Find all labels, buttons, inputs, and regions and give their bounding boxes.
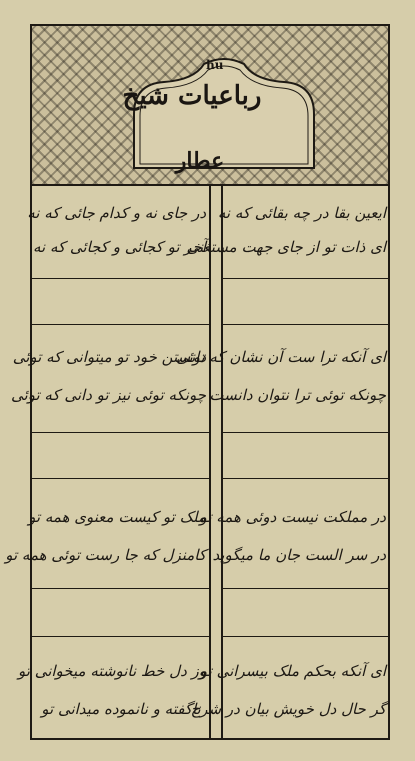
row-line [32,278,209,279]
column-divider-left [209,186,211,738]
verse-line: در مملکت نیست دوئی همه تو [199,508,386,526]
column-divider-right [221,186,223,738]
verse-line: ای آنکه بحکم ملک بیسرانی تو [199,662,386,680]
verse-line: ایعین بقا در چه بقائی که نه [217,204,386,222]
verse-line: چونکه توئی نیز تو دانی که توئی [11,386,206,404]
verse-line: ناگفته و نانموده میدانی تو [41,700,201,718]
row-line [32,324,209,325]
ornament-mark: hu [206,58,224,72]
row-line [32,636,209,637]
verse-line: ای ذات تو از جای جهت مستغنی [186,238,386,256]
row-line [221,588,390,589]
verse-line: در جای نه و کدام جائی که نه [27,204,206,222]
verse-line: آخر تو کجائی و کجائی که نه [32,238,206,256]
verse-line: گر حال دل خویش بیان در شرح [190,700,386,718]
verse-table [5,186,390,740]
author-name: عطار [175,148,225,174]
verse-line: وز دل خط نانوشته میخوانی تو [18,662,206,680]
verse-line: ای آنکه ترا ست آن نشان که توئی [176,348,386,366]
verse-line: ملک تو کیست معنوی همه تو [28,508,206,526]
row-line [32,432,209,433]
row-line [221,478,390,479]
row-line [221,636,390,637]
row-line [32,478,209,479]
page-title: رباعیات شیخ [122,81,262,111]
row-line [221,278,390,279]
row-line [32,588,209,589]
verse-line: کامنزل که جا رست توئی همه تو [5,546,206,564]
verse-line: چونکه توئی ترا نتوان دانست [209,386,386,404]
row-line [221,432,390,433]
row-line [221,324,390,325]
verse-line: دانستن خود تو میتوانی که توئی [12,348,206,366]
verse-line: در سر الست جان ما میگوید [212,546,386,564]
